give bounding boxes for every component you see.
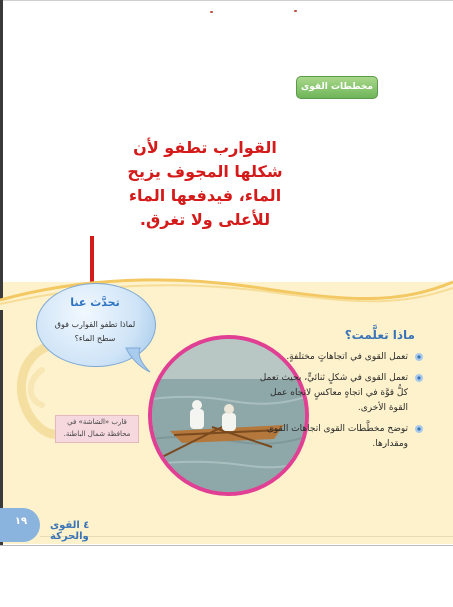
learned-item-text: تعمل القوى في اتجاهاتٍ مختلفةٍ. (286, 352, 408, 362)
learned-item (258, 422, 408, 452)
photo-caption: قارب «الشاشة» في محافظة شمال الباطنة. (55, 415, 139, 443)
bubble-title: تحدَّث عنا (70, 296, 120, 309)
bullet-icon (414, 373, 424, 383)
annotation-text: القوارب تطفو لأن شكلها المجوف يزيح الماء، فيدفعها الماء للأعلى ولا تغرق. (127, 138, 283, 229)
learned-item (258, 350, 408, 365)
bullet-icon (414, 424, 424, 434)
page-number: ١٩ (14, 516, 28, 527)
page-bottom-edge (0, 545, 453, 546)
learned-item-text: توضح مخطَّطات القوى اتجاهات القوى ومقدارها. (266, 424, 408, 449)
top-rule (3, 0, 453, 1)
learned-list (258, 350, 408, 458)
learned-item (258, 371, 408, 416)
bullet-icon (414, 352, 424, 362)
bubble-question: لماذا تطفو القوارب فوق سطح الماء؟ (54, 320, 136, 343)
chapter-title: ٤ القوى والحركة (50, 520, 90, 542)
learned-heading: ماذا تعلَّمت؟ (344, 328, 415, 342)
bubble-tail (124, 346, 154, 376)
learned-item-text: تعمل القوى في شكلٍ ثنائيٍّ، بحيث تعمل كلُّ قوَّة في اتجاهٍ معاكسٍ لاتجاه عمل القوة الأخرى. (259, 373, 408, 413)
section-badge: مخططات القوى (296, 76, 378, 99)
